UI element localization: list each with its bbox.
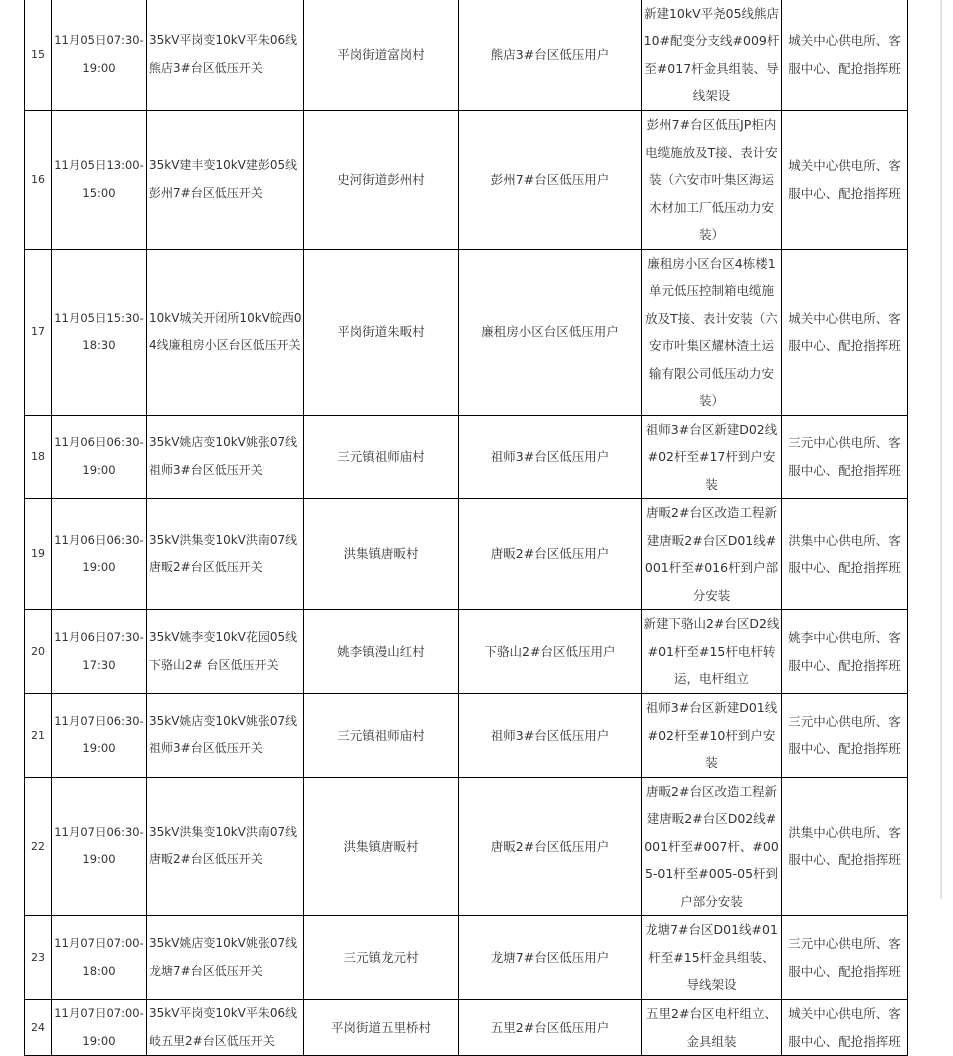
- cell-work-content: 新建10kV平尧05线熊店10#配变分支线#009杆至#017杆金具组装、导线架设: [642, 0, 782, 111]
- cell-affected-users: 廉租房小区台区低压用户: [459, 249, 642, 415]
- cell-outage-area: 平岗街道朱畈村: [304, 249, 459, 415]
- cell-outage-equipment: 35kV平岗变10kV平朱06线岐五里2#台区低压开关: [147, 1000, 304, 1056]
- cell-outage-equipment: 35kV洪集变10kV洪南07线唐畈2#台区低压开关: [147, 499, 304, 610]
- cell-affected-users: 祖师3#台区低压用户: [459, 415, 642, 499]
- cell-work-content: 祖师3#台区新建D01线#02杆至#10杆到户安装: [642, 694, 782, 778]
- cell-outage-time: 11月06日07:30-17:30: [52, 610, 147, 694]
- cell-affected-users: 五里2#台区低压用户: [459, 1000, 642, 1056]
- cell-responsible-unit: 三元中心供电所、客服中心、配抢指挥班: [782, 916, 908, 1000]
- cell-outage-time: 11月05日15:30-18:30: [52, 249, 147, 415]
- cell-outage-equipment: 35kV姚店变10kV姚张07线祖师3#台区低压开关: [147, 694, 304, 778]
- cell-outage-time: 11月05日07:30-19:00: [52, 0, 147, 111]
- cell-responsible-unit: 城关中心供电所、客服中心、配抢指挥班: [782, 1000, 908, 1056]
- cell-outage-equipment: 35kV姚李变10kV花园05线下骆山2# 台区低压开关: [147, 610, 304, 694]
- cell-outage-equipment: 10kV城关开闭所10kV皖西04线廉租房小区台区低压开关: [147, 249, 304, 415]
- cell-outage-time: 11月07日06:30-19:00: [52, 694, 147, 778]
- cell-number: 24: [25, 1000, 52, 1056]
- cell-number: 16: [25, 111, 52, 250]
- cell-responsible-unit: 城关中心供电所、客服中心、配抢指挥班: [782, 249, 908, 415]
- table-row: [25, 610, 908, 694]
- cell-outage-equipment: 35kV姚店变10kV姚张07线龙塘7#台区低压开关: [147, 916, 304, 1000]
- cell-outage-area: 三元镇龙元村: [304, 916, 459, 1000]
- cell-number: 20: [25, 610, 52, 694]
- cell-outage-equipment: 35kV洪集变10kV洪南07线唐畈2#台区低压开关: [147, 777, 304, 916]
- table-body: [25, 0, 908, 1056]
- cell-work-content: 新建下骆山2#台区D2线#01杆至#15杆电杆转运，电杆组立: [642, 610, 782, 694]
- table-row: [25, 1000, 908, 1056]
- cell-outage-time: 11月07日07:00-19:00: [52, 1000, 147, 1056]
- table-row: [25, 499, 908, 610]
- cell-work-content: 五里2#台区电杆组立、金具组装: [642, 1000, 782, 1056]
- cell-outage-area: 三元镇祖师庙村: [304, 415, 459, 499]
- page-edge: [940, 0, 942, 899]
- cell-affected-users: 熊店3#台区低压用户: [459, 0, 642, 111]
- cell-work-content: 龙塘7#台区D01线#01杆至#15杆金具组装、导线架设: [642, 916, 782, 1000]
- cell-outage-area: 平岗街道五里桥村: [304, 1000, 459, 1056]
- cell-outage-time: 11月05日13:00-15:00: [52, 111, 147, 250]
- cell-outage-time: 11月07日07:00-18:00: [52, 916, 147, 1000]
- cell-outage-area: 三元镇祖师庙村: [304, 694, 459, 778]
- cell-responsible-unit: 三元中心供电所、客服中心、配抢指挥班: [782, 694, 908, 778]
- cell-outage-area: 姚李镇漫山红村: [304, 610, 459, 694]
- cell-number: 23: [25, 916, 52, 1000]
- cell-number: 19: [25, 499, 52, 610]
- cell-outage-area: 洪集镇唐畈村: [304, 499, 459, 610]
- cell-responsible-unit: 姚李中心供电所、客服中心、配抢指挥班: [782, 610, 908, 694]
- cell-responsible-unit: 洪集中心供电所、客服中心、配抢指挥班: [782, 499, 908, 610]
- cell-affected-users: 唐畈2#台区低压用户: [459, 777, 642, 916]
- cell-outage-equipment: 35kV建丰变10kV建彭05线彭州7#台区低压开关: [147, 111, 304, 250]
- cell-responsible-unit: 三元中心供电所、客服中心、配抢指挥班: [782, 415, 908, 499]
- cell-number: 21: [25, 694, 52, 778]
- cell-outage-equipment: 35kV平岗变10kV平朱06线熊店3#台区低压开关: [147, 0, 304, 111]
- cell-outage-equipment: 35kV姚店变10kV姚张07线祖师3#台区低压开关: [147, 415, 304, 499]
- table-row: [25, 415, 908, 499]
- cell-outage-area: 洪集镇唐畈村: [304, 777, 459, 916]
- cell-outage-area: 史河街道彭州村: [304, 111, 459, 250]
- cell-affected-users: 龙塘7#台区低压用户: [459, 916, 642, 1000]
- table-row: [25, 694, 908, 778]
- cell-work-content: 唐畈2#台区改造工程新建唐畈2#台区D01线#001杆至#016杆到户部分安装: [642, 499, 782, 610]
- table-row: [25, 0, 908, 111]
- cell-work-content: 祖师3#台区新建D02线#02杆至#17杆到户安装: [642, 415, 782, 499]
- table-row: [25, 249, 908, 415]
- cell-affected-users: 唐畈2#台区低压用户: [459, 499, 642, 610]
- table-row: [25, 777, 908, 916]
- table-row: [25, 916, 908, 1000]
- cell-outage-area: 平岗街道富岗村: [304, 0, 459, 111]
- cell-work-content: 彭州7#台区低压JP柜内电缆施放及T接、表计安装（六安市叶集区海运木材加工厂低压动力安装）: [642, 111, 782, 250]
- cell-work-content: 唐畈2#台区改造工程新建唐畈2#台区D02线#001杆至#007杆、#005-01杆至#005-05杆到户部分安装: [642, 777, 782, 916]
- table-row: [25, 111, 908, 250]
- cell-number: 18: [25, 415, 52, 499]
- cell-outage-time: 11月06日06:30-19:00: [52, 415, 147, 499]
- cell-affected-users: 下骆山2#台区低压用户: [459, 610, 642, 694]
- cell-number: 17: [25, 249, 52, 415]
- cell-work-content: 廉租房小区台区4栋楼1单元低压控制箱电缆施放及T接、表计安装（六安市叶集区耀林渣土运输有限公司低压动力安装）: [642, 249, 782, 415]
- cell-affected-users: 彭州7#台区低压用户: [459, 111, 642, 250]
- cell-responsible-unit: 城关中心供电所、客服中心、配抢指挥班: [782, 111, 908, 250]
- cell-affected-users: 祖师3#台区低压用户: [459, 694, 642, 778]
- cell-responsible-unit: 城关中心供电所、客服中心、配抢指挥班: [782, 0, 908, 111]
- cell-responsible-unit: 洪集中心供电所、客服中心、配抢指挥班: [782, 777, 908, 916]
- outage-schedule-table: [24, 0, 908, 1056]
- cell-number: 15: [25, 0, 52, 111]
- cell-outage-time: 11月07日06:30-19:00: [52, 777, 147, 916]
- cell-number: 22: [25, 777, 52, 916]
- cell-outage-time: 11月06日06:30-19:00: [52, 499, 147, 610]
